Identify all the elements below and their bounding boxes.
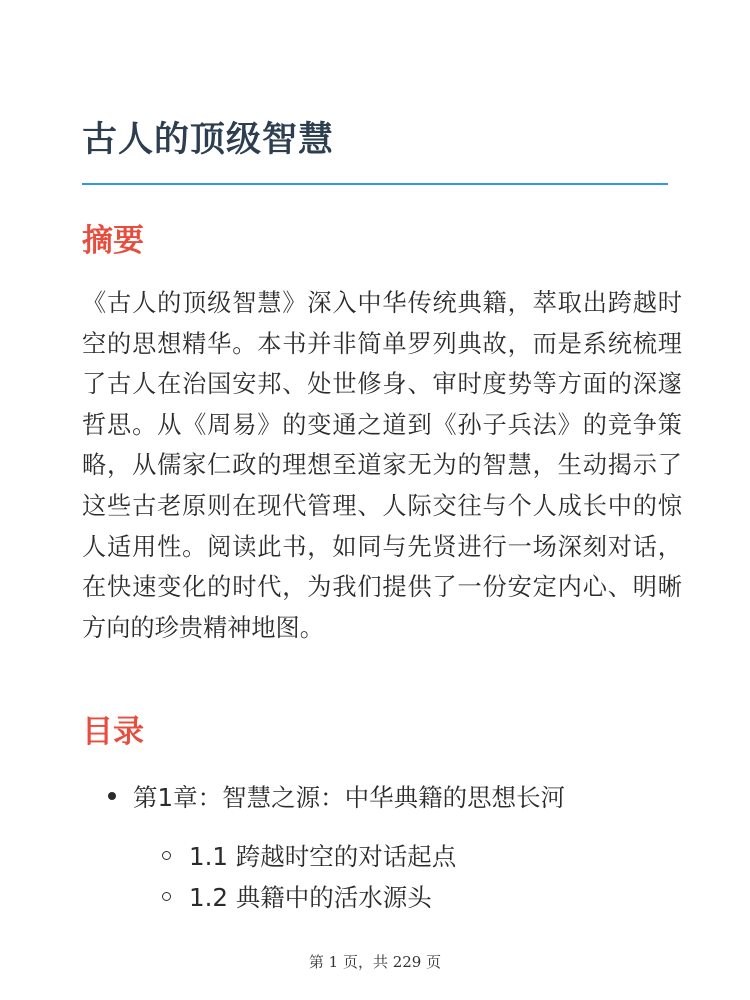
toc-chapter-item[interactable] (108, 776, 565, 816)
toc-heading: 目录 (82, 714, 144, 750)
abstract-heading: 摘要 (82, 223, 144, 259)
page-number-footer: 第 1 页，共 229 页 (308, 953, 442, 971)
bullet-circle-icon (162, 851, 171, 860)
toc-section-label: 1.1 跨越时空的对话起点 (189, 841, 457, 871)
title-divider (82, 183, 668, 185)
toc-section-label: 1.2 典籍中的活水源头 (189, 882, 432, 912)
bullet-circle-icon (162, 892, 171, 901)
abstract-paragraph: 《古人的顶级智慧》深入中华传统典籍，萃取出跨越时空的思想精华。本书并非简单罗列典故，而是系统梳理了古人在治国安邦、处世修身、审时度势等方面的深邃哲思。从《周易》的变通之道到《孙子兵法》的竞争策略，从儒家仁政的理想至道家无为的智慧，生动揭示了这些古老原则在现代管理、人际交往与个人成长中的惊人适用性。阅读此书，如同与先贤进行一场深刻对话，在快速变化的时代，为我们提供了一份安定内心、明晰方向的珍贵精神地图。 (82, 289, 682, 642)
toc-section-item[interactable] (162, 835, 456, 875)
book-title: 古人的顶级智慧 (82, 120, 335, 160)
toc-section-item[interactable] (162, 876, 432, 916)
toc-chapter-label: 第1章：智慧之源：中华典籍的思想长河 (133, 782, 566, 812)
bullet-disc-icon (108, 792, 116, 800)
